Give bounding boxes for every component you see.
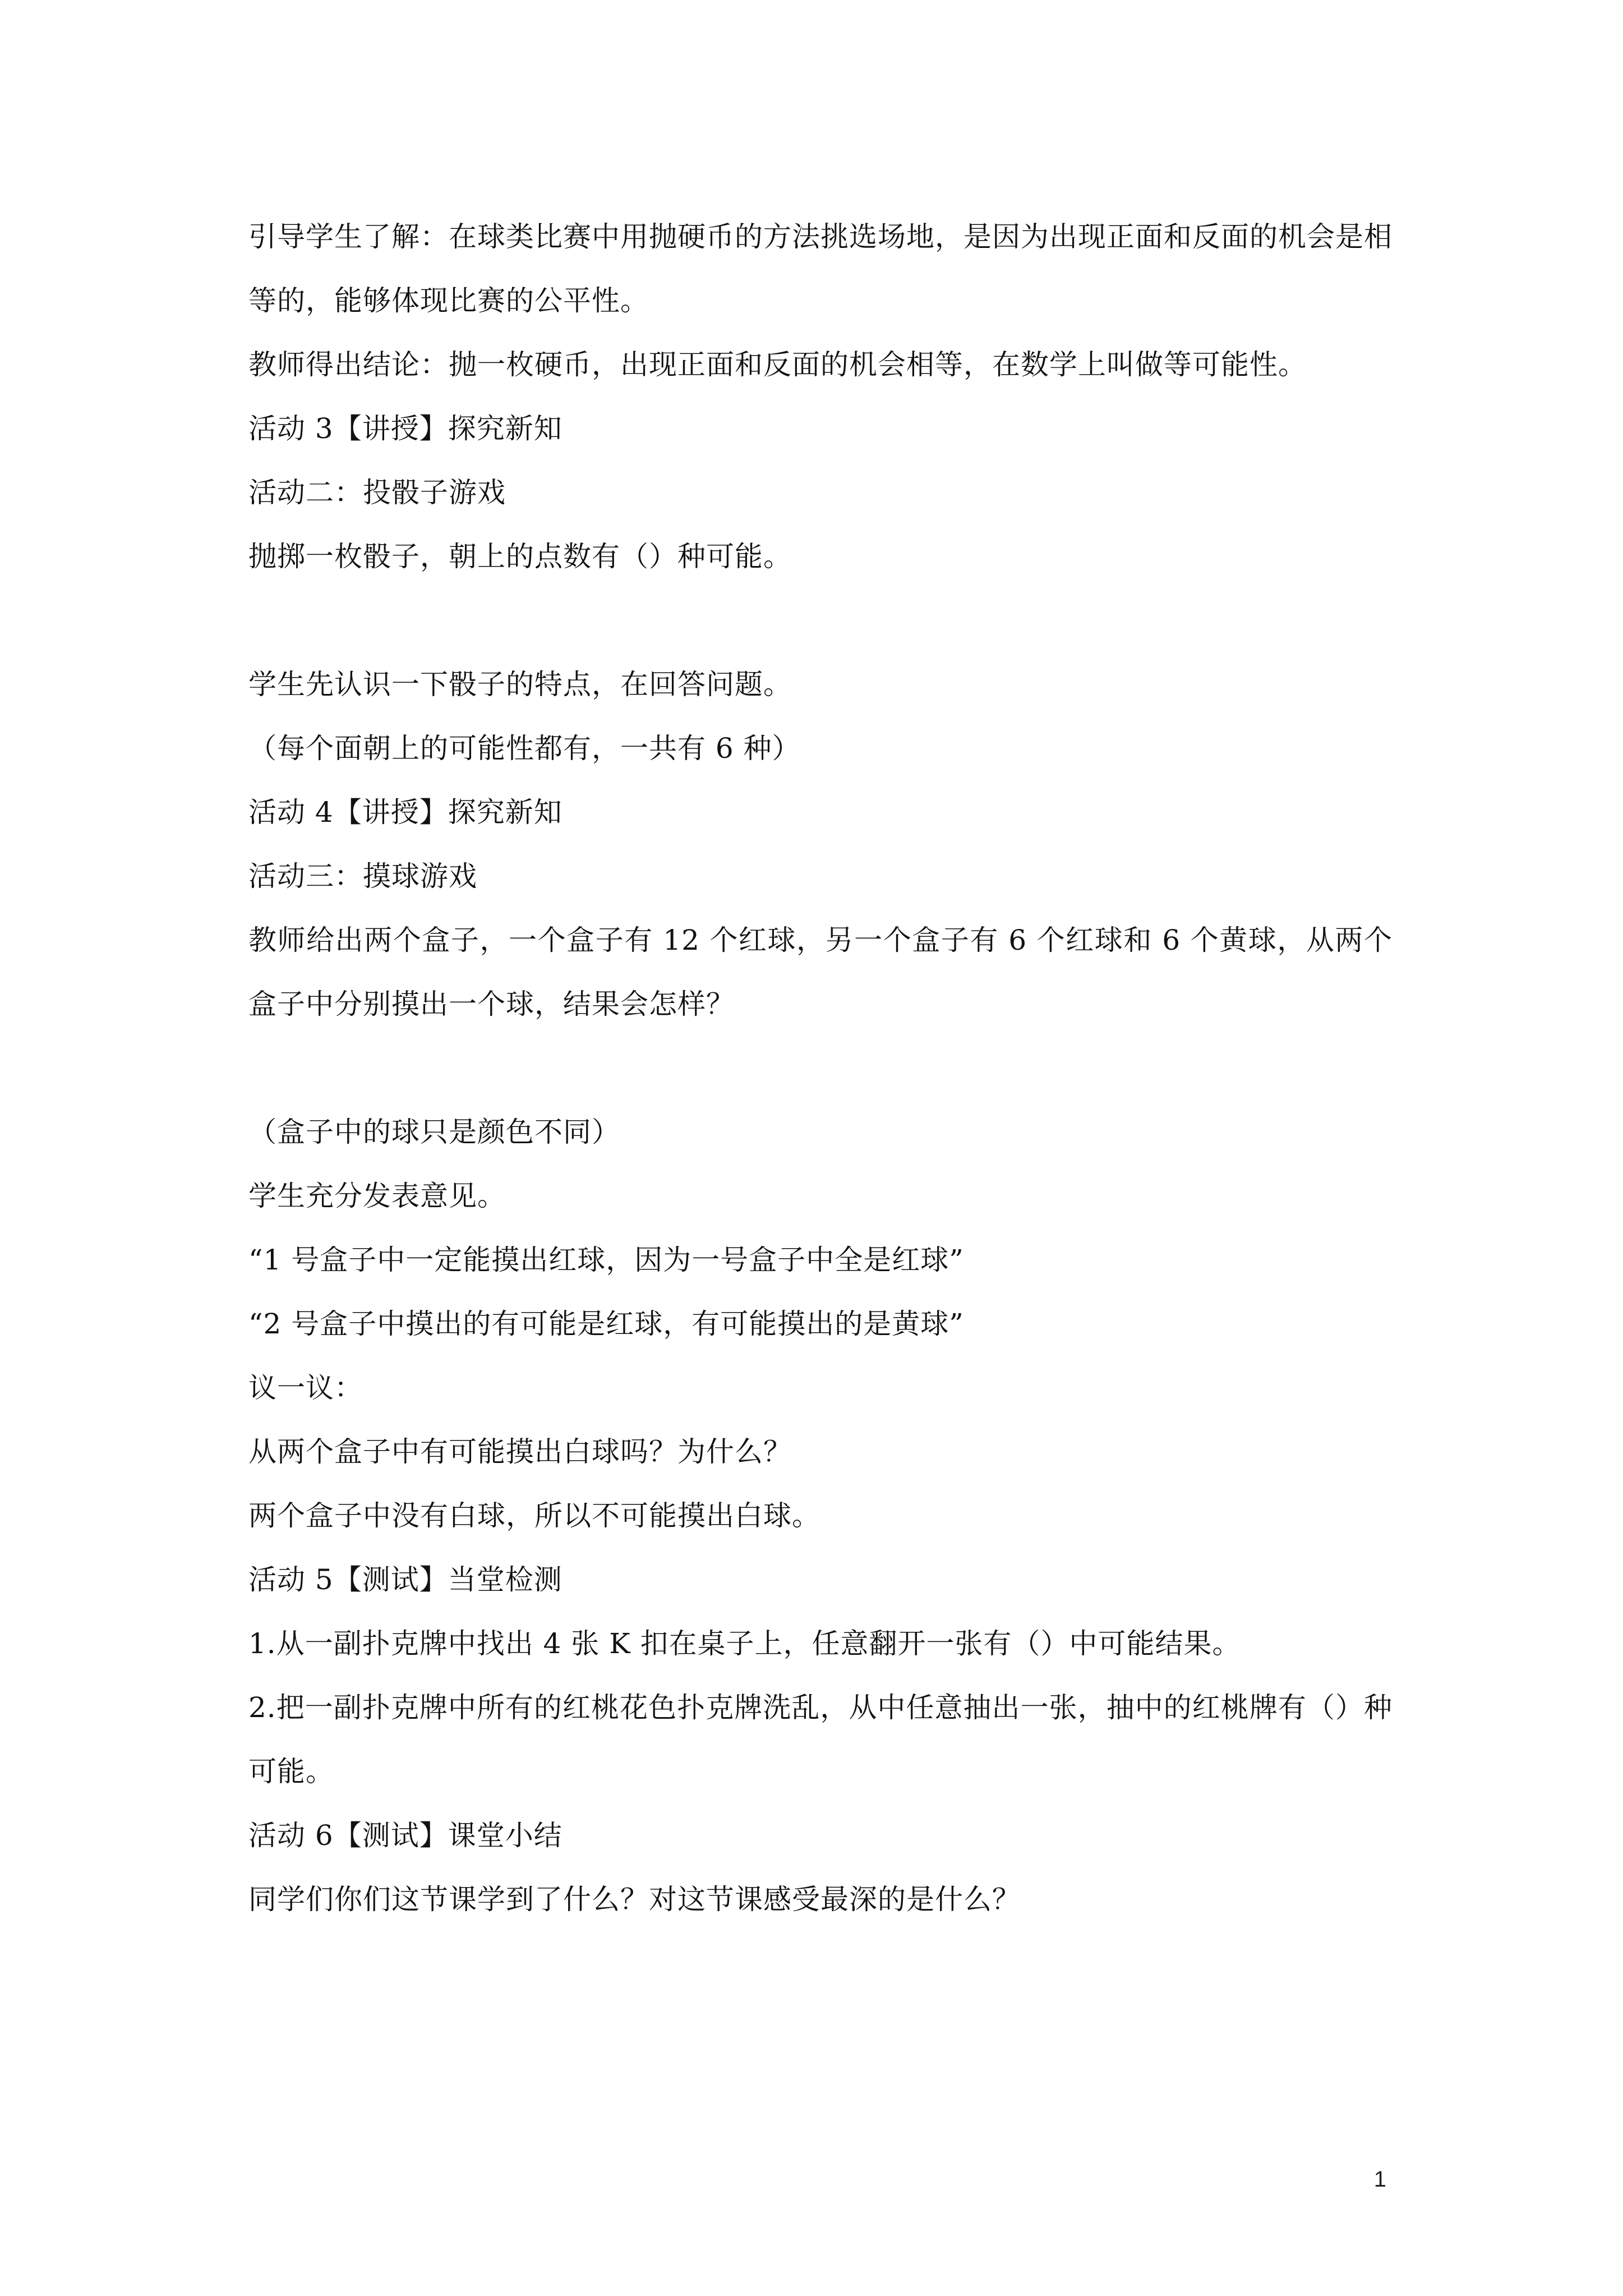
heading-ball-game: 活动三：摸球游戏 (248, 860, 477, 892)
paragraph-dice-question: 抛掷一枚骰子，朝上的点数有（）种可能。 (248, 540, 792, 573)
paragraph-dice-features: 学生先认识一下骰子的特点，在回答问题。 (248, 668, 792, 701)
blank-line (248, 1036, 1393, 1100)
page-number: 1 (1373, 2167, 1386, 2192)
quote-box-2: “2 号盒子中摸出的有可能是红球，有可能摸出的是黄球” (248, 1308, 964, 1340)
heading-activity-5: 活动 5【测试】当堂检测 (248, 1563, 562, 1596)
paragraph-ball-note: （盒子中的球只是颜色不同） (248, 1116, 620, 1148)
quote-box-1: “1 号盒子中一定能摸出红球，因为一号盒子中全是红球” (248, 1244, 964, 1276)
paragraph-coin-guidance: 引导学生了解：在球类比赛中用抛硬币的方法挑选场地，是因为出现正面和反面的机会是相等的，能够体现比赛的公平性。 (248, 220, 1393, 317)
exercise-2: 2.把一副扑克牌中所有的红桃花色扑克牌洗乱，从中任意抽出一张，抽中的红桃牌有（）种可能。 (248, 1691, 1393, 1788)
paragraph-white-ball-question: 从两个盒子中有可能摸出白球吗？为什么？ (248, 1435, 792, 1468)
paragraph-white-ball-answer: 两个盒子中没有白球，所以不可能摸出白球。 (248, 1499, 820, 1532)
paragraph-teacher-conclusion: 教师得出结论：抛一枚硬币，出现正面和反面的机会相等，在数学上叫做等可能性。 (248, 348, 1307, 381)
exercise-1: 1.从一副扑克牌中找出 4 张 K 扣在桌子上，任意翻开一张有（）中可能结果。 (248, 1627, 1241, 1660)
blank-line (248, 588, 1393, 652)
paragraph-summary-question: 同学们你们这节课学到了什么？对这节课感受最深的是什么？ (248, 1883, 1021, 1916)
paragraph-dice-answer: （每个面朝上的可能性都有，一共有 6 种） (248, 732, 801, 765)
heading-activity-4: 活动 4【讲授】探究新知 (248, 796, 562, 829)
paragraph-student-opinions: 学生充分发表意见。 (248, 1180, 506, 1212)
heading-dice-game: 活动二：投骰子游戏 (248, 476, 506, 509)
document-body (248, 205, 1393, 1931)
paragraph-ball-question: 教师给出两个盒子，一个盒子有 12 个红球，另一个盒子有 6 个红球和 6 个黄球，从两个盒子中分别摸出一个球，结果会怎样？ (248, 924, 1393, 1020)
heading-activity-6: 活动 6【测试】课堂小结 (248, 1819, 562, 1852)
heading-activity-3: 活动 3【讲授】探究新知 (248, 412, 562, 445)
heading-discussion: 议一议： (248, 1372, 363, 1404)
